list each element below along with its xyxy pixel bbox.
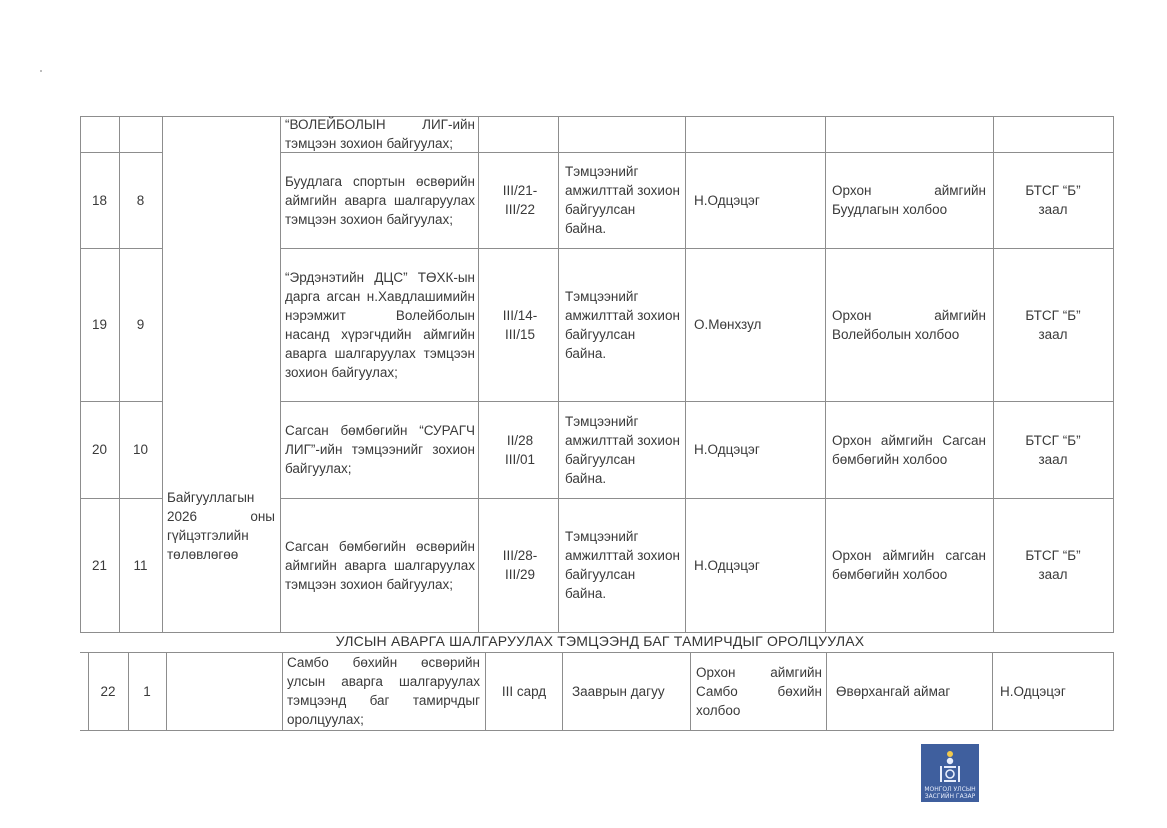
table-cell-no: 22 — [100, 683, 116, 699]
table-cell-event: Самбо бөхийн өсвөрийн улсын аварга шалгаруулах тэмцээнд баг тамирчдыг оролцуулах; — [287, 655, 480, 727]
table-cell-sub-no: 8 — [136, 192, 145, 208]
table-cell-group-label: Байгууллагын 2026 оны гүйцэтгэлийн төлөвлөгөө — [167, 490, 275, 562]
table-cell-venue: БТСГ “Б” заал — [1025, 432, 1081, 467]
soyombo-icon — [937, 750, 963, 784]
rule — [166, 652, 167, 730]
rule — [485, 652, 486, 730]
table-cell-venue: БТСГ “Б” заал — [1025, 307, 1081, 342]
table-cell-person: О.Мөнхзул — [694, 317, 762, 332]
table-cell-date: II/28 III/01 — [504, 432, 536, 467]
table-cell-sub-no: 1 — [143, 683, 151, 699]
government-seal-logo — [921, 744, 979, 802]
table-cell-person: Н.Одцэцэг — [694, 192, 760, 208]
table-cell-partner: Орхон аймгийн Волейболын холбоо — [832, 307, 986, 342]
rule — [562, 652, 563, 730]
table-cell-result: Тэмцээнийг амжилттай зохион байгуулсан байна. — [565, 529, 680, 601]
table-cell-sub-no: 9 — [136, 317, 145, 332]
table-cell-venue: БТСГ “Б” заал — [1025, 183, 1081, 217]
rule-top — [80, 116, 1114, 117]
rule — [992, 652, 993, 730]
table-cell-event: “ВОЛЕЙБОЛЫН ЛИГ-ийн тэмцээн зохион байгуулах; — [285, 117, 475, 151]
table-cell-no: 19 — [91, 317, 108, 332]
rule — [1113, 652, 1114, 730]
rule — [280, 116, 281, 632]
table-cell-sub-no: 10 — [132, 442, 149, 457]
table-cell-date: III/21-III/22 — [502, 183, 538, 217]
rule — [826, 652, 827, 730]
table-cell-partner: Орхон аймгийн Самбо бөхийн холбоо — [696, 664, 822, 718]
rule — [282, 652, 283, 730]
table-cell-sub-no: 11 — [133, 557, 148, 573]
table-cell-result: Зааврын дагуу — [572, 683, 665, 699]
rule — [558, 116, 559, 632]
table-cell-event: Сагсан бөмбөгийн “СУРАГЧ ЛИГ”-ийн тэмцээнийг зохион байгуулах; — [285, 423, 475, 476]
rule — [478, 116, 479, 632]
rule — [825, 116, 826, 632]
table-cell-partner: Орхон аймгийн Буудлагын холбоо — [832, 183, 986, 217]
table-cell-no: 18 — [91, 192, 108, 208]
scan-speck — [40, 70, 42, 72]
table-cell-partner: Орхон аймгийн Сагсан бөмбөгийн холбоо — [832, 432, 986, 467]
rule — [685, 116, 686, 632]
table-cell-no: 20 — [91, 442, 108, 457]
table-cell-venue: БТСГ “Б” заал — [1025, 548, 1081, 582]
table-cell-result: Тэмцээнийг амжилттай зохион байгуулсан байна. — [565, 288, 680, 361]
rule-bottom — [80, 730, 1114, 731]
rule — [1113, 116, 1114, 632]
table-cell-no: 21 — [91, 557, 108, 573]
table-cell-result: Тэмцээнийг амжилттай зохион байгуулсан байна. — [565, 413, 680, 486]
table-cell-event: Сагсан бөмбөгийн өсвөрийн аймгийн аварга шалгаруулах тэмцээн зохион байгуулах; — [285, 538, 475, 592]
table-cell-date: III/28-III/29 — [502, 548, 538, 582]
table-cell-date: III/14-III/15 — [502, 307, 538, 342]
seal-caption: МОНГОЛ УЛСЫН ЗАСГИЙН ГАЗАР — [924, 786, 976, 800]
table-cell-event: “Эрдэнэтийн ДЦС” ТӨХК-ын дарга агсан н.Хавдлашимийн нэрэмжит Волейболын насанд хүрэгчдийн аймгийн аварга шалгаруулах тэмцээн зохион байгуулах; — [285, 269, 475, 380]
rule — [690, 652, 691, 730]
table-cell-person: Н.Одцэцэг — [1000, 683, 1066, 699]
table-cell-partner: Орхон аймгийн сагсан бөмбөгийн холбоо — [832, 548, 986, 582]
table-cell-result: Тэмцээнийг амжилттай зохион байгуулсан байна. — [565, 164, 680, 236]
rule — [993, 116, 994, 632]
table-cell-event: Буудлага спортын өсвөрийн аймгийн аварга шалгаруулах тэмцээн зохион байгуулах; — [285, 173, 475, 227]
section-title: УЛСЫН АВАРГА ШАЛГАРУУЛАХ ТЭМЦЭЭНД БАГ ТАМИРЧДЫГ ОРОЛЦУУЛАХ — [335, 633, 865, 649]
table-cell-person: Н.Одцэцэг — [694, 557, 760, 573]
table-cell-place: Өвөрхангай аймаг — [836, 683, 951, 699]
rule — [162, 116, 163, 632]
table-cell-date: III сард — [501, 683, 547, 699]
table-cell-person: Н.Одцэцэг — [694, 442, 760, 457]
